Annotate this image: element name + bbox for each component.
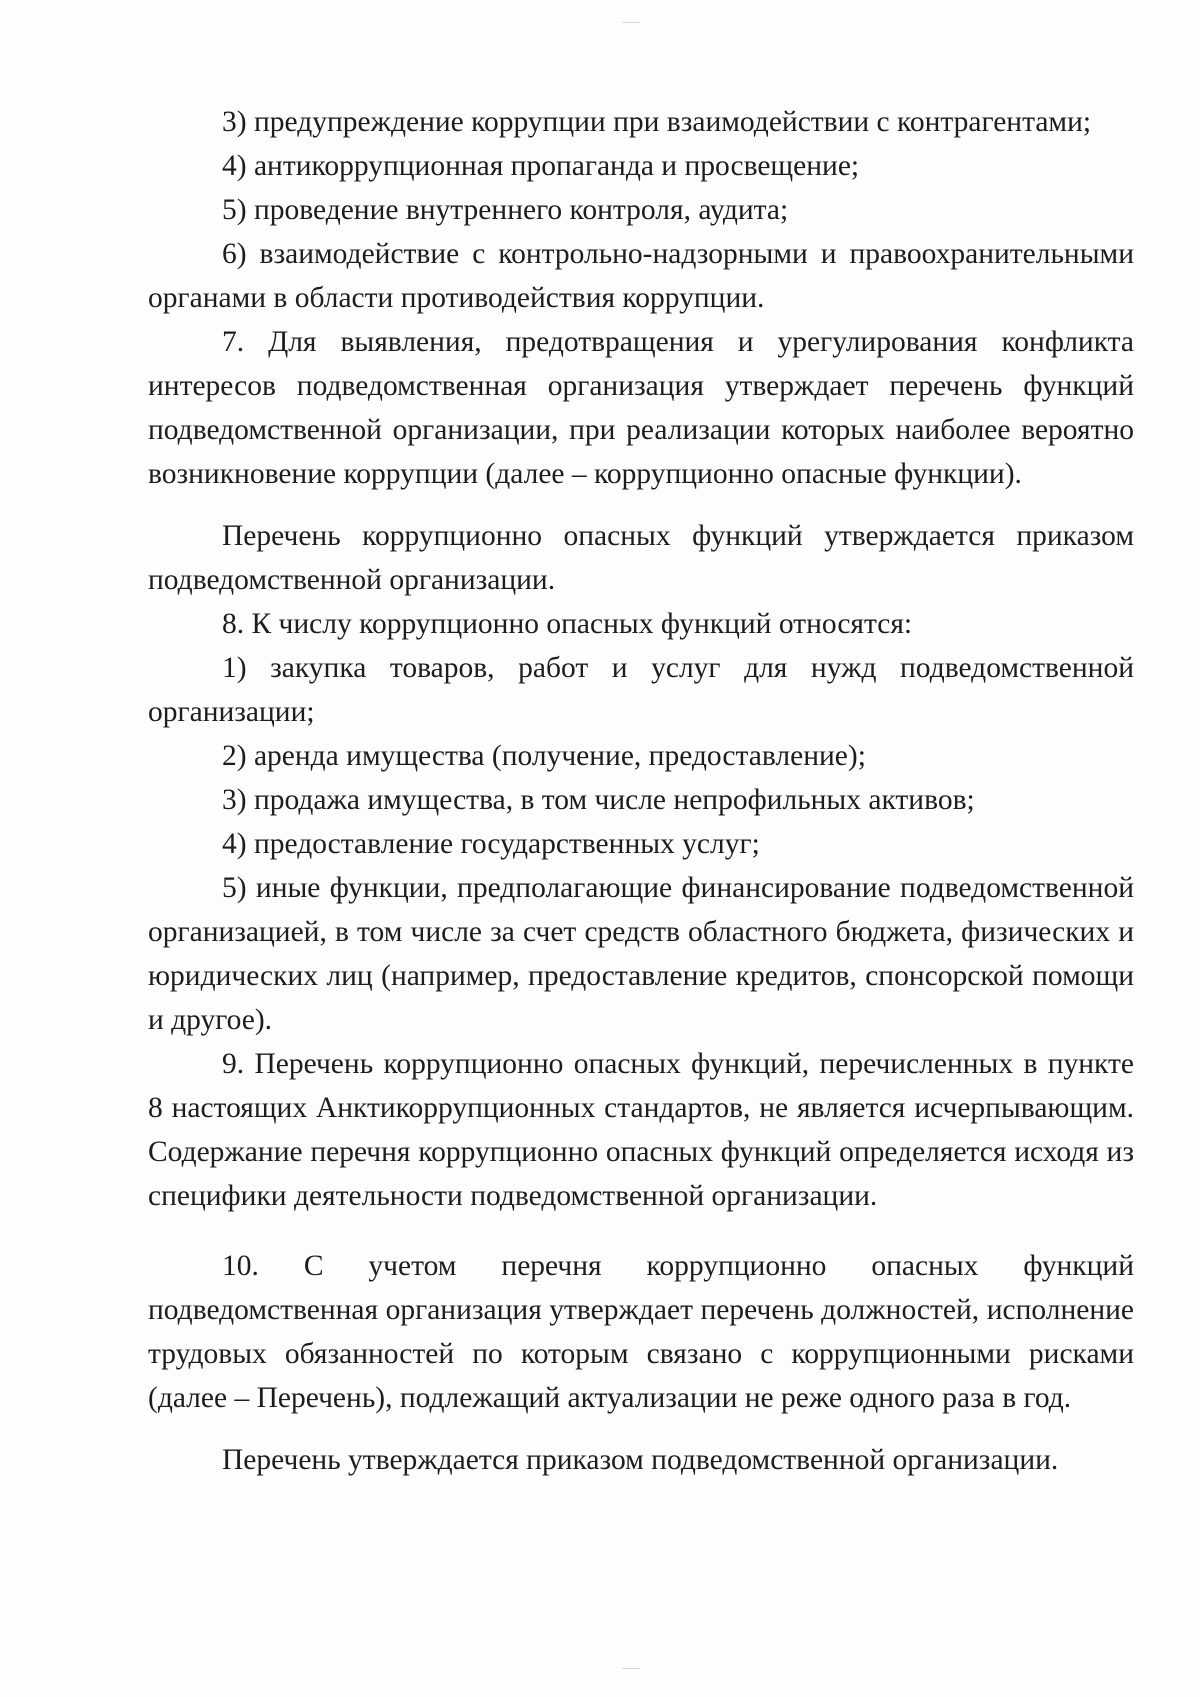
clause-10: 10. С учетом перечня коррупционно опасных функций подведомственная организация утверждает перечень должностей, исполнение трудовых обязанностей по которым связано с коррупционными рисками (далее – Перечень), подлежащий актуализации не реже одного раза в год. [148,1250,1134,1414]
list-item-6: 6) взаимодействие с контрольно-надзорными и правоохранительными органами в области противодействия коррупции. [148,238,1134,314]
clause-8-item-5: 5) иные функции, предполагающие финансирование подведомственной организацией, в том числе за счет средств областного бюджета, физических и юридических лиц (например, предоставление кредитов, спонсорской помощи и другое). [148,872,1134,1036]
list-item-5: 5) проведение внутреннего контроля, аудита; [222,194,789,226]
clause-8-item-3: 3) продажа имущества, в том числе непрофильных активов; [222,784,975,816]
clause-7-note: Перечень коррупционно опасных функций утверждается приказом подведомственной организации. [148,520,1134,596]
clause-9: 9. Перечень коррупционно опасных функций, перечисленных в пункте 8 настоящих Анктикоррупционных стандартов, не является исчерпывающим. Содержание перечня коррупционно опасных функций определяется исходя из специфики деятельности подведомственной организации. [148,1048,1134,1212]
document-body [148,100,1134,1482]
clause-10-note: Перечень утверждается приказом подведомственной организации. [222,1444,1059,1476]
scan-mark [622,1668,640,1669]
scan-mark [622,22,640,23]
list-item-4: 4) антикоррупционная пропаганда и просвещение; [222,150,860,182]
clause-8-item-4: 4) предоставление государственных услуг; [222,828,760,860]
list-item-3: 3) предупреждение коррупции при взаимодействии с контрагентами; [222,106,1092,138]
clause-7: 7. Для выявления, предотвращения и урегулирования конфликта интересов подведомственная организация утверждает перечень функций подведомственной организации, при реализации которых наиболее вероятно возникновение коррупции (далее – коррупционно опасные функции). [148,326,1134,490]
clause-8-item-1: 1) закупка товаров, работ и услуг для нужд подведомственной организации; [148,652,1134,728]
clause-8-item-2: 2) аренда имущества (получение, предоставление); [222,740,866,772]
clause-8: 8. К числу коррупционно опасных функций относятся: [222,608,913,640]
